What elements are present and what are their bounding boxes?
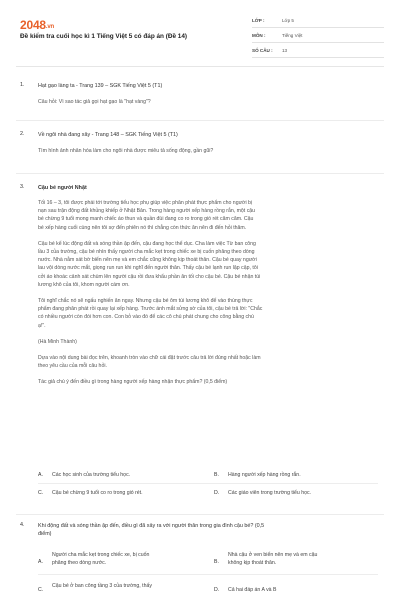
option-text: Các học sinh của trường tiểu học.: [52, 472, 131, 478]
answer-options: [38, 469, 378, 509]
option-text: Các giáo viên trong trường tiểu học.: [228, 490, 312, 496]
option-letter: D.: [214, 587, 220, 593]
meta-table: [252, 13, 384, 58]
text-line: cởi áo khoác cảnh sát chùm lên người cậu rồi đưa khẩu phần ăn tối cho cậu bé. Cậu bé nhận túi: [38, 273, 261, 280]
document-title: Đề kiểm tra cuối học kì 1 Tiếng Việt 5 có đáp án (Đề 14): [20, 33, 188, 40]
passage-paragraph-2: [38, 240, 380, 289]
text-line: theo yêu cầu của mỗi câu hỏi.: [38, 363, 107, 370]
question-4: [20, 522, 380, 600]
logo-text: 2048: [20, 18, 46, 32]
passage-author: (Hà Minh Thành): [38, 338, 77, 345]
option-text: Hàng người xếp hàng rồng rắn.: [228, 472, 301, 478]
text-line: Dựa vào nội dung bài đọc trên, khoanh tròn vào chữ cái đặt trước câu trả lời đúng nhất hoặc làm: [38, 355, 261, 362]
instructions: [38, 354, 380, 370]
question-number: 1.: [20, 82, 25, 88]
text-line: ạ!".: [38, 322, 46, 329]
text-line: bé xếp hàng cuối cùng nên tôi sợ đến phiên nó thì chẳng còn thức ăn nên đi đến hỏi thăm.: [38, 224, 247, 231]
passage-paragraph-3: [38, 297, 380, 330]
option-text-line: không kịp thoát thân.: [228, 560, 277, 566]
passage-paragraph-1: [38, 199, 380, 232]
option-c[interactable]: [38, 582, 208, 593]
option-text-line: Cậu bé ở ban công tầng 3 của trường, thấy: [52, 583, 152, 589]
option-letter: B.: [214, 472, 219, 478]
question-separator: [16, 514, 384, 515]
meta-value: Tiếng Việt: [282, 32, 303, 38]
text-line: nạn sau trận động đất khủng khiếp ở Nhật Bản. Trong hàng người xếp hàng rồng rắn, một cậu: [38, 208, 256, 215]
text-line: Tối 16 – 3, tôi được phái tới trường tiểu học phụ giúp việc phân phát thực phẩm cho người bị: [38, 200, 253, 206]
question-title-line: điểm): [38, 531, 52, 537]
option-letter: C.: [38, 490, 44, 496]
question-number: 3.: [20, 184, 25, 190]
option-text-line: Nhà cậu ở ven biển nên mẹ và em cậu: [228, 552, 318, 558]
meta-row-class: [252, 13, 384, 28]
text-line: Tôi nghĩ chắc nó sẽ ngấu nghiến ăn ngay. Nhưng cậu bé ôm túi lương khô để vào thùng thực: [38, 298, 253, 305]
text-line: lương khô của tôi, khom người cám ơn.: [38, 281, 130, 288]
header-divider: [16, 66, 384, 67]
option-divider: [38, 574, 378, 575]
question-separator: [16, 120, 384, 121]
option-a[interactable]: [38, 471, 130, 479]
option-letter: B.: [214, 559, 219, 565]
meta-row-count: [252, 43, 384, 58]
passage-title: Cậu bé người Nhật: [38, 185, 87, 191]
option-letter: A.: [38, 559, 43, 565]
question-title-line: Khi động đất và sóng thần ập đến, điều gì đã xảy ra với người thân trong gia đình cậu bé? (0,5: [38, 523, 265, 529]
option-d[interactable]: [214, 586, 276, 594]
meta-key: LỚP :: [252, 17, 265, 23]
option-text: Cậu bé chừng 9 tuổi co ro trong gió rét.: [52, 490, 143, 496]
text-line: phẩm đang phân phát rồi quay lại xếp hàng. Trước ánh mắt sửng sờ của tôi, cậu bé trả lời: "Chắc: [38, 306, 263, 313]
option-divider: [38, 483, 378, 484]
question-3: [20, 184, 380, 514]
option-text-line: Người cha mắc kẹt trong chiếc xe, bị cuốn: [52, 552, 150, 558]
question-1: [20, 82, 380, 112]
question-number: 4.: [20, 522, 25, 528]
option-letter: C.: [38, 587, 44, 593]
question-2: [20, 131, 380, 161]
question-title: Về ngôi nhà đang xây - Trang 148 – SGK Tiếng Việt 5 (T1): [38, 132, 178, 138]
meta-key: MÔN :: [252, 32, 266, 38]
option-text: Cả hai đáp án A và B: [228, 587, 277, 593]
meta-value: 13: [282, 47, 288, 53]
option-text-line: phăng theo dòng nước.: [52, 560, 107, 566]
meta-value: Lớp 5: [282, 17, 294, 23]
option-c[interactable]: [38, 489, 143, 497]
text-line: bé chừng 9 tuổi mong manh chiếc áo thun và quần đùi đang co ro trong gió rét căm căm. Cậu: [38, 216, 254, 223]
option-b[interactable]: [214, 551, 378, 567]
option-letter: D.: [214, 490, 220, 496]
option-letter: A.: [38, 472, 43, 478]
logo-tld: .vn: [45, 24, 54, 30]
site-logo[interactable]: [20, 18, 54, 32]
option-d[interactable]: [214, 489, 311, 497]
text-line: lầu 3 của trường, cậu bé nhìn thấy người cha mắc kẹt trong chiếc xe bị cuốn phăng theo dòng: [38, 249, 255, 256]
question-text: Câu hỏi: Vì sao tác giả gọi hạt gạo là "hạt vàng"?: [38, 99, 151, 105]
text-line: Cậu bé kể lúc động đất và sóng thần ập đến, cậu đang học thể dục. Cha làm việc Từ ban công: [38, 240, 256, 247]
meta-key: SỐ CÂU :: [252, 47, 273, 53]
question-text: Tìm hình ảnh nhân hóa làm cho ngôi nhà được miêu tả sống động, gần gũi?: [38, 148, 214, 154]
question-title: Hạt gạo làng ta - Trang 139 – SGK Tiếng Việt 5 (T1): [38, 83, 163, 89]
text-line: lau vội dòng nước mắt, giọng run run khi nghĩ đến người thân. Thấy cậu bé lạnh run lập cập, tôi: [38, 265, 258, 272]
option-b[interactable]: [214, 471, 301, 479]
option-a[interactable]: [38, 551, 208, 567]
sub-question: Tác giả chú ý đến điều gì trong hàng người xếp hàng nhận thực phẩm? (0,5 điểm): [38, 379, 228, 386]
page-header: [0, 0, 400, 60]
question-number: 2.: [20, 131, 25, 137]
text-line: có nhiều người còn đói hơn con. Con bỏ vào đó để các cô chú phát chung cho công bằng chú: [38, 314, 254, 321]
meta-row-subject: [252, 28, 384, 43]
answer-options: [38, 548, 378, 600]
text-line: nước. Nhà nằm sát bờ biển nên mẹ và em chắc cũng không kịp thoát thân. Cậu bé quay người: [38, 257, 257, 264]
question-separator: [16, 173, 384, 174]
